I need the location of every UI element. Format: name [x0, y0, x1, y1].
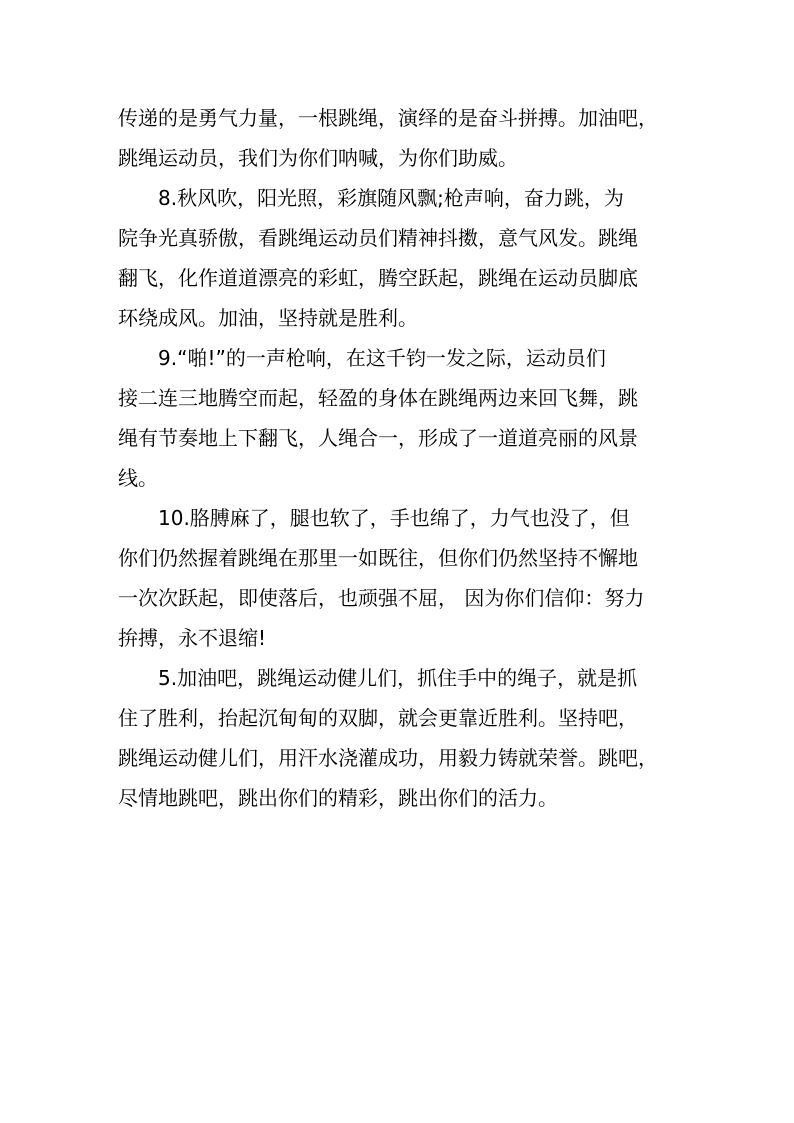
paragraph-continuation: [118, 98, 678, 178]
text-line: 住了胜利，抬起沉甸甸的双脚，就会更靠近胜利。坚持吧，: [118, 706, 638, 730]
text-line: 10.胳膊麻了，腿也软了，手也绵了，力气也没了，但: [158, 506, 630, 530]
text-line: 翻飞，化作道道漂亮的彩虹，腾空跃起，跳绳在运动员脚底: [118, 266, 638, 290]
text-line: 8.秋风吹，阳光照，彩旗随风飘;枪声响，奋力跳，为: [158, 186, 624, 210]
text-line: 接二连三地腾空而起，轻盈的身体在跳绳两边来回飞舞，跳: [118, 386, 638, 410]
text-line: 9.“啪!”的一声枪响，在这千钧一发之际，运动员们: [158, 346, 606, 370]
text-line: 绳有节奏地上下翻飞，人绳合一，形成了一道道亮丽的风景: [118, 426, 638, 450]
paragraph-9: [118, 338, 678, 498]
text-line: 尽情地跳吧，跳出你们的精彩，跳出你们的活力。: [118, 786, 558, 810]
text-line: 拚搏，永不退缩!: [118, 626, 267, 650]
text-line: 你们仍然握着跳绳在那里一如既往，但你们仍然坚持不懈地: [118, 546, 638, 570]
text-line: 一次次跃起，即使落后，也顽强不屈， 因为你们信仰：努力: [118, 586, 645, 610]
paragraph-10: [118, 498, 678, 658]
document-body: [118, 98, 678, 818]
paragraph-8: [118, 178, 678, 338]
text-line: 5.加油吧，跳绳运动健儿们，抓住手中的绳子，就是抓: [158, 666, 638, 690]
text-line: 传递的是勇气力量，一根跳绳，演绎的是奋斗拼搏。加油吧，: [118, 106, 658, 130]
text-line: 跳绳运动健儿们，用汗水浇灌成功，用毅力铸就荣誉。跳吧，: [118, 746, 658, 770]
text-line: 院争光真骄傲，看跳绳运动员们精神抖擞，意气风发。跳绳: [118, 226, 638, 250]
text-line: 跳绳运动员，我们为你们呐喊，为你们助威。: [118, 146, 518, 170]
paragraph-5: [118, 658, 678, 818]
text-line: 环绕成风。加油，坚持就是胜利。: [118, 306, 418, 330]
text-line: 线。: [118, 466, 158, 490]
